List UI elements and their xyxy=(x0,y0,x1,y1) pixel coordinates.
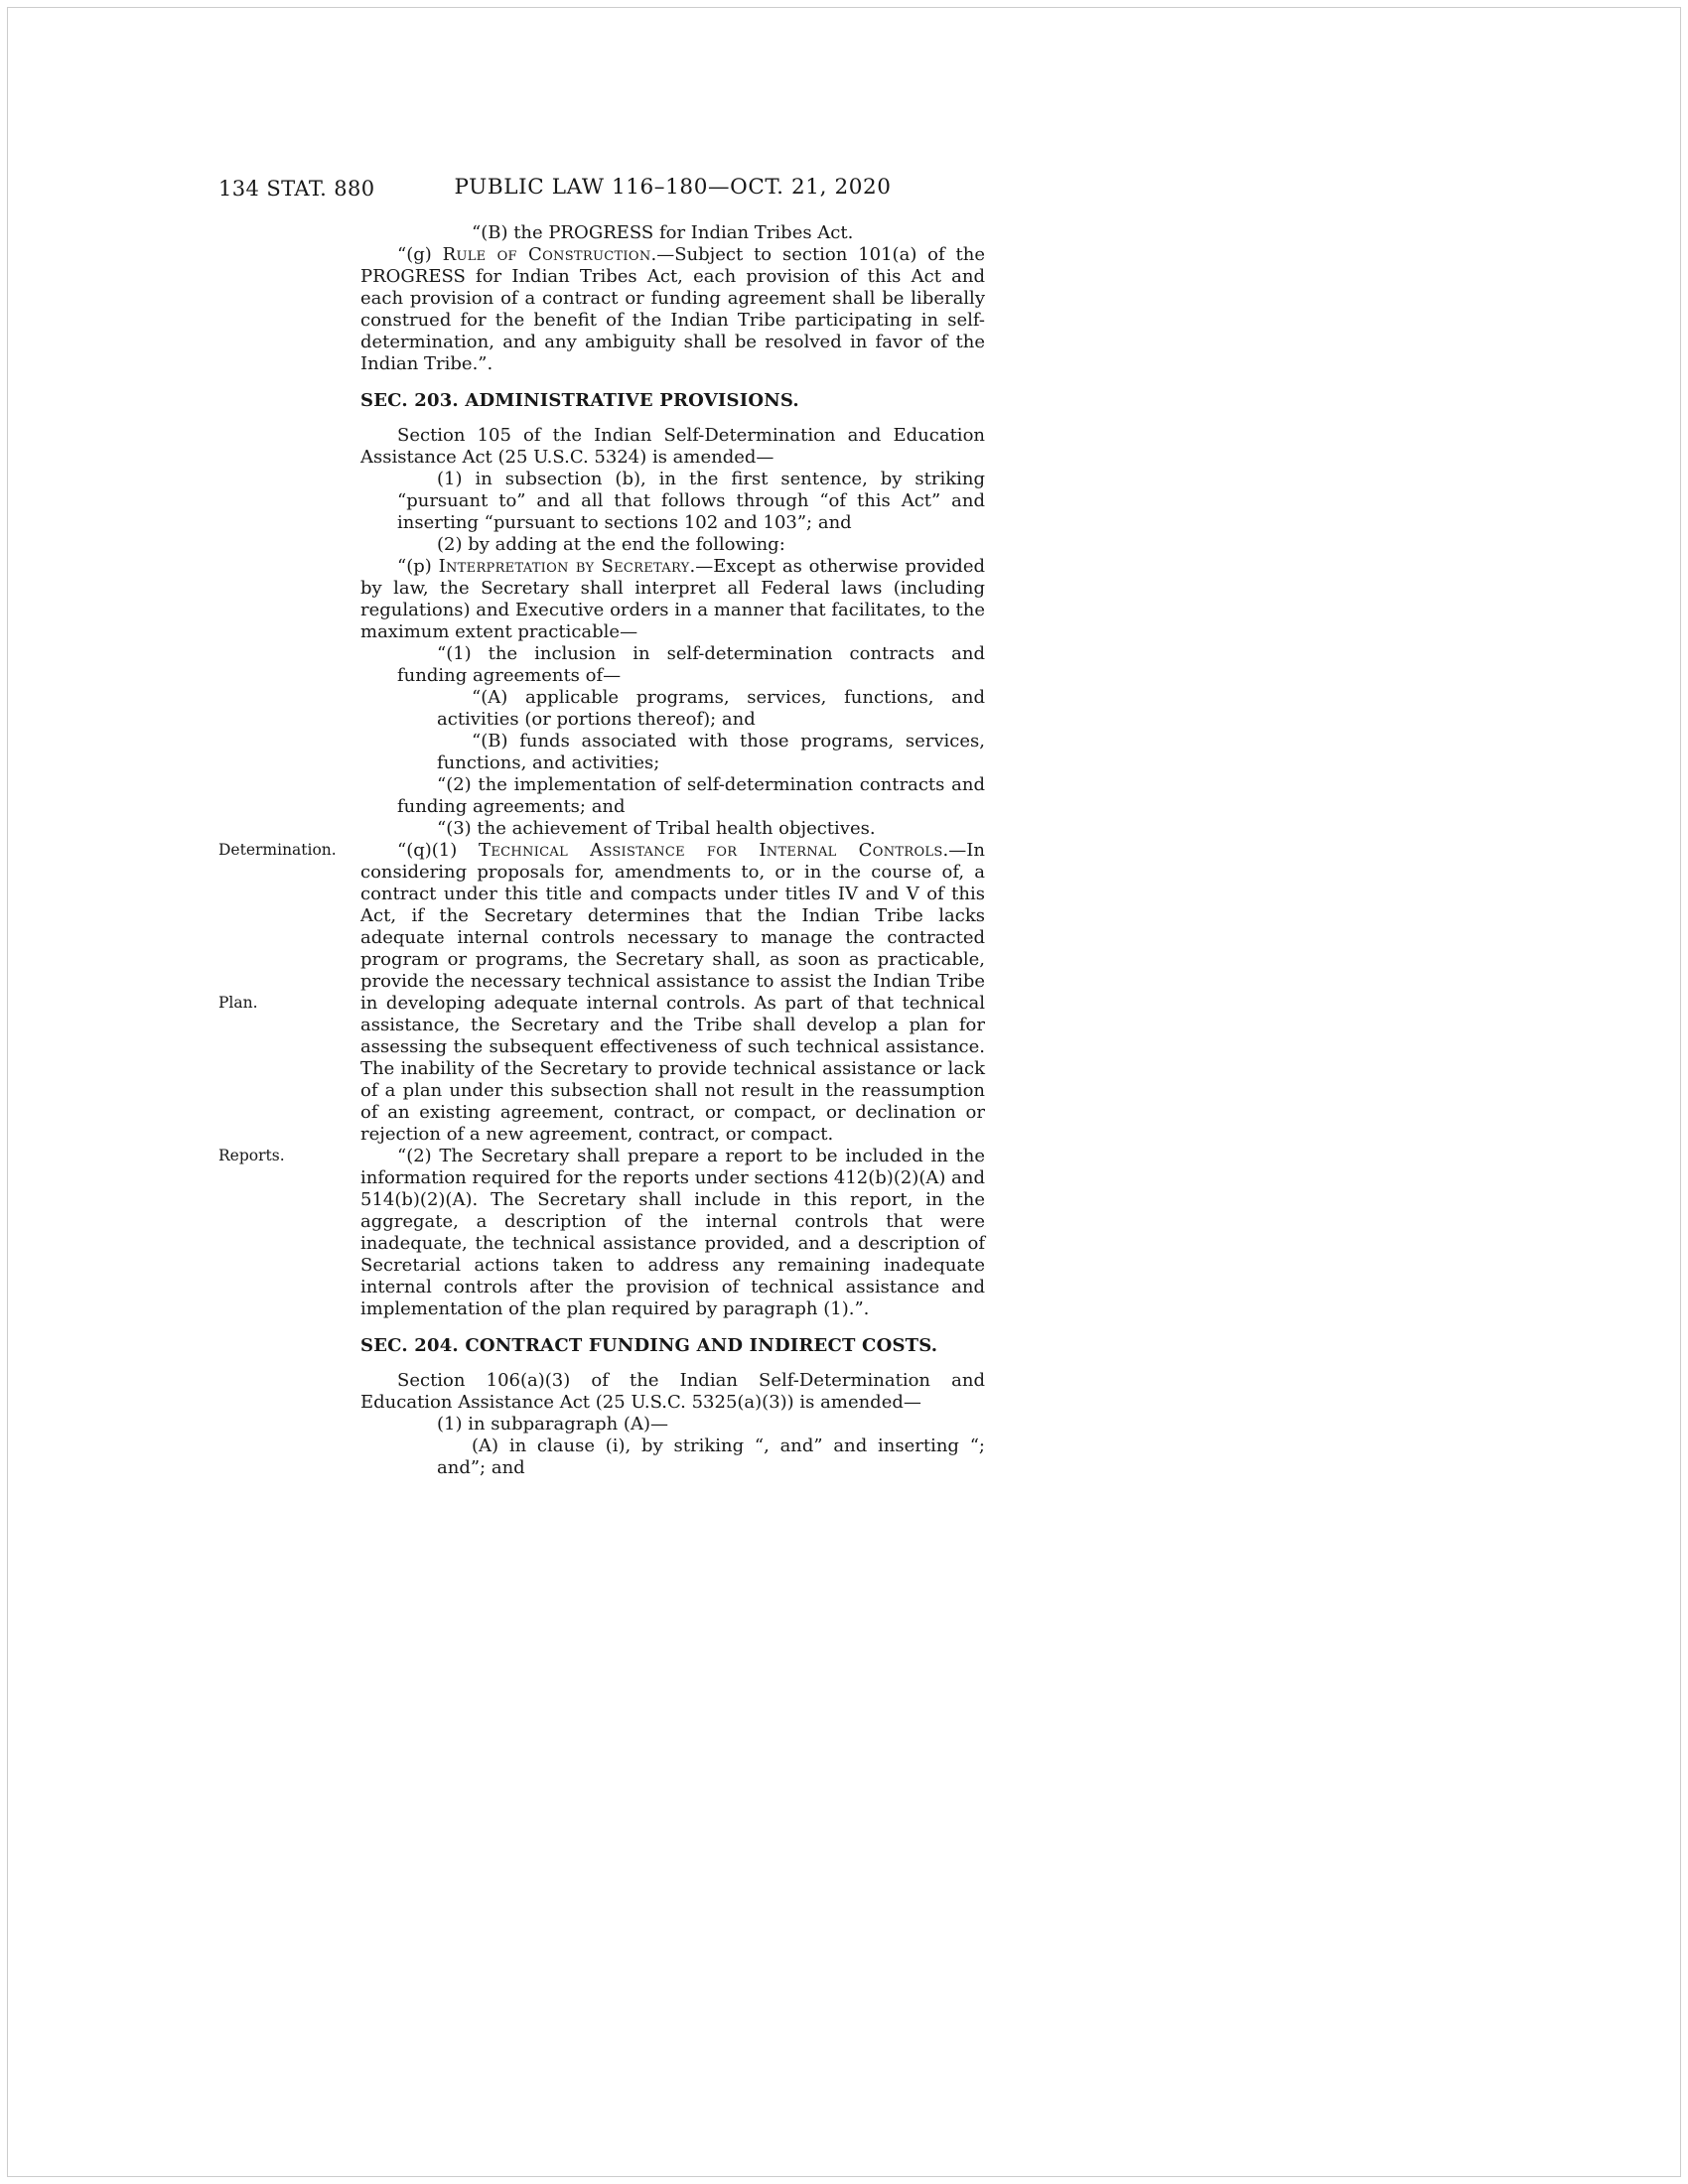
margin-note-reports: Reports. xyxy=(218,1147,285,1164)
section-203-clause-2: (2) by adding at the end the following: xyxy=(437,534,785,555)
paragraph-g-body: .—Subject to section 101(a) of the PROGRESS for Indian Tribes Act, each provision of this Act and each provision of a contract or funding agreement shall be liberally construed for the benefit of the Indian Tribe participating in self-determination, and any ambiguity shall be resolved in favor of the Indian Tribe.”. xyxy=(360,244,985,374)
paragraph-p-clause-2: “(2) the implementation of self-determination contracts and funding agreements; and xyxy=(397,774,985,817)
paragraph-q2-report xyxy=(218,1146,985,1320)
section-204-intro: Section 106(a)(3) of the Indian Self-Determination and Education Assistance Act (25 U.S.C. 5325(a)(3)) is amended— xyxy=(360,1370,985,1413)
paragraph-q1-body: .—In considering proposals for, amendments to, or in the course of, a contract under this title and compacts under titles IV and V of this Act, if the Secretary determines that the Indian Tribe lacks adequate internal controls necessary to manage the contracted program or programs, the Secretary shall, as soon as practicable, provide the necessary technical assistance to assist the Indian Tribe in developing adequate internal controls. As part of that technical assistance, the Secretary and the Tribe shall develop a plan for assessing the subsequent effectiveness of such technical assistance. The inability of the Secretary to provide technical assistance or lack of a plan under this subsection shall not result in the reassumption of an existing agreement, contract, or compact, or declination or rejection of a new agreement, contract, or compact. xyxy=(360,840,985,1145)
margin-note-plan: Plan. xyxy=(218,994,258,1012)
paragraph-p-clause-1B: “(B) funds associated with those programs, services, functions, and activities; xyxy=(437,731,985,773)
paragraph-p-clause-3: “(3) the achievement of Tribal health objectives. xyxy=(437,818,876,839)
paragraph-q1-technical-assistance xyxy=(218,840,985,1146)
paragraph-p-open: “(p) xyxy=(397,556,439,577)
paragraph-g-smallcaps: Rule of Construction xyxy=(442,244,651,265)
paragraph-p-clause-1A: “(A) applicable programs, services, functions, and activities (or portions thereof); and xyxy=(437,687,985,730)
margin-note-determination: Determination. xyxy=(218,841,337,859)
section-203-intro: Section 105 of the Indian Self-Determination and Education Assistance Act (25 U.S.C. 5324) is amended— xyxy=(360,425,985,468)
paragraph-p-body: .—Except as otherwise provided by law, the Secretary shall interpret all Federal laws (including regulations) and Executive orders in a manner that facilitates, to the maximum extent practicable— xyxy=(360,556,986,642)
paragraph-q1-smallcaps: Technical Assistance for Internal Controls xyxy=(479,840,943,861)
paragraph-q1-open: “(q)(1) xyxy=(397,840,480,861)
paragraph-b-progress: “(B) the PROGRESS for Indian Tribes Act. xyxy=(472,222,854,243)
stat-page-number: 134 STAT. 880 xyxy=(218,177,375,201)
paragraph-p-clause-1: “(1) the inclusion in self-determination contracts and funding agreements of— xyxy=(397,643,985,686)
section-204-clause-1: (1) in subparagraph (A)— xyxy=(437,1414,668,1434)
section-204-clause-1A: (A) in clause (i), by striking “, and” and inserting “; and”; and xyxy=(437,1435,985,1478)
paragraph-g-rule-of-construction xyxy=(360,244,985,375)
statute-text-column xyxy=(218,222,986,1479)
paragraph-g-open: “(g) xyxy=(397,244,443,265)
paragraph-q2-body: “(2) The Secretary shall prepare a report to be included in the information required for the reports under sections 412(b)(2)(A) and 514(b)(2)(A). The Secretary shall include in this report, in the aggregate, a description of the internal controls that were inadequate, the technical assistance provided, and a description of Secretarial actions taken to address any remaining inadequate internal controls after the provision of technical assistance and implementation of the plan required by paragraph (1).”. xyxy=(360,1146,985,1319)
paragraph-p-interpretation xyxy=(360,556,985,643)
page-header xyxy=(218,175,985,206)
section-203-heading: SEC. 203. ADMINISTRATIVE PROVISIONS. xyxy=(360,390,799,411)
section-204-heading: SEC. 204. CONTRACT FUNDING AND INDIRECT COSTS. xyxy=(360,1335,938,1356)
paragraph-p-smallcaps: Interpretation by Secretary xyxy=(438,556,690,577)
public-law-title: PUBLIC LAW 116–180—OCT. 21, 2020 xyxy=(454,175,892,200)
section-203-clause-1: (1) in subsection (b), in the first sentence, by striking “pursuant to” and all that follows through “of this Act” and inserting “pursuant to sections 102 and 103”; and xyxy=(397,469,985,533)
